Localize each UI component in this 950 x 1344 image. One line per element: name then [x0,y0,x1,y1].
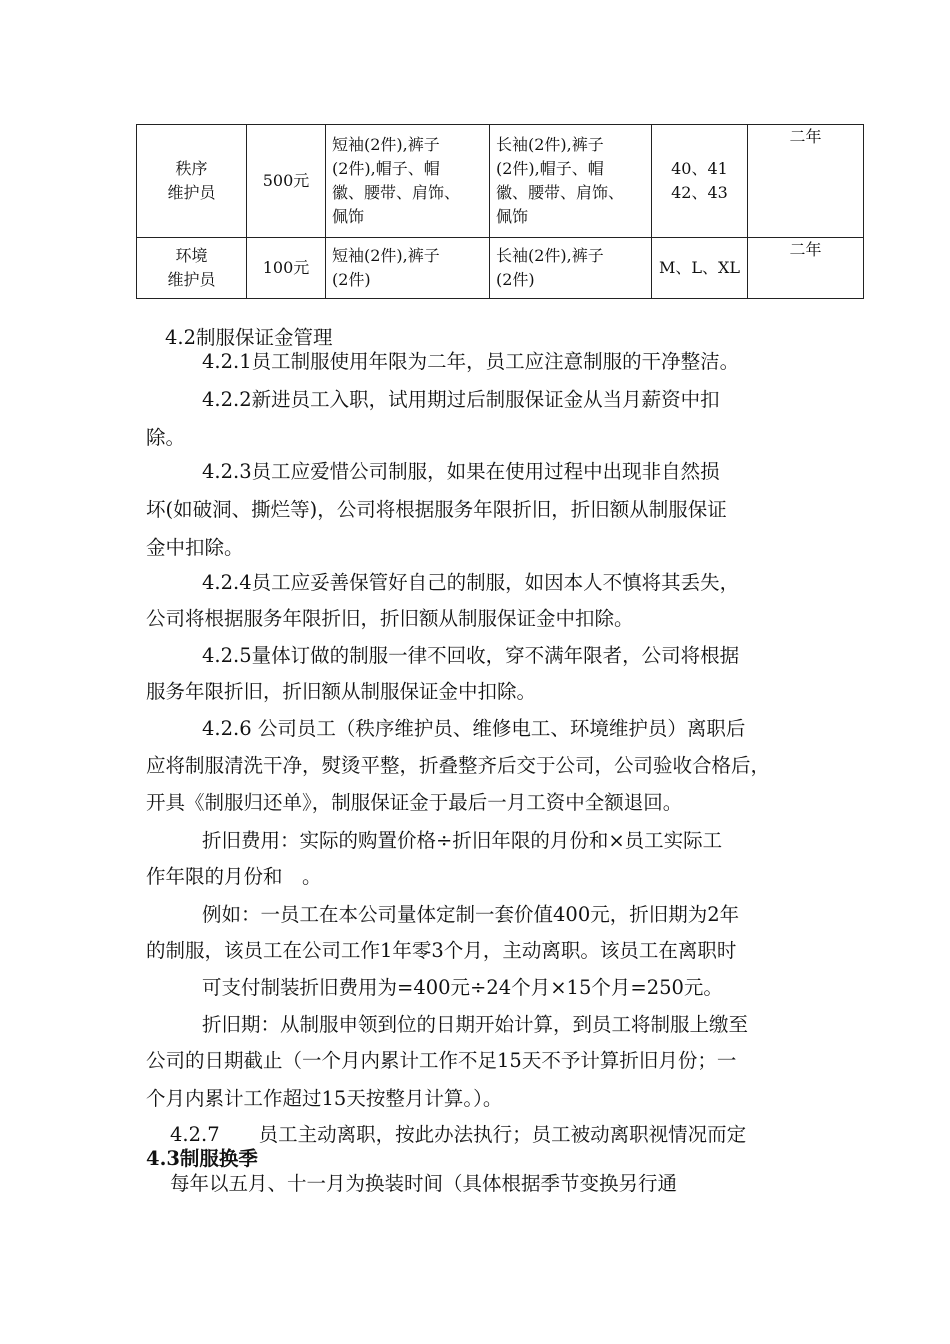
winter-items-cell: 长袖(2件),裤子 (2件),帽子、帽 徽、腰带、肩饰、 佩饰 [490,125,652,238]
winter-items-cell: 长袖(2件),裤子 (2件) [490,238,652,299]
summer-items-cell: 短袖(2件),裤子 (2件) [326,238,490,299]
section-heading: 4.2制服保证金管理 [165,326,333,349]
paragraph-line: 4.2.4员工应妥善保管好自己的制服，如因本人不慎将其丢失， [202,571,740,594]
summer-items-cell: 短袖(2件),裤子 (2件),帽子、帽 徽、腰带、肩饰、 佩饰 [326,125,490,238]
paragraph-line: 的制服，该员工在公司工作1年零3个月，主动离职。该员工在离职时 [146,939,737,962]
paragraph-line: 折旧期：从制服申领到位的日期开始计算，到员工将制服上缴至 [202,1013,749,1036]
paragraph-line: 服务年限折旧，折旧额从制服保证金中扣除。 [146,680,537,703]
paragraph-line: 坏(如破洞、撕烂等)，公司将根据服务年限折旧，折旧额从制服保证 [146,498,727,521]
service-life-cell: 二年 [748,125,864,238]
table-row [137,238,864,299]
paragraph-line: 作年限的月份和 。 [146,865,322,888]
paragraph-line: 例如：一员工在本公司量体定制一套价值400元，折旧期为2年 [202,903,740,926]
paragraph-line: 开具《制服归还单》，制服保证金于最后一月工资中全额退回。 [146,791,683,814]
role-cell: 秩序 维护员 [137,125,247,238]
size-cell: M、L、XL [652,238,748,299]
paragraph-line: 金中扣除。 [146,536,244,559]
section-heading: 4.3制服换季 [146,1147,258,1170]
paragraph-line: 每年以五月、十一月为换装时间（具体根据季节变换另行通 [170,1172,678,1195]
paragraph-line: 4.2.6 公司员工（秩序维护员、维修电工、环境维护员）离职后 [202,717,746,740]
paragraph-line: 4.2.3员工应爱惜公司制服，如果在使用过程中出现非自然损 [202,460,720,483]
paragraph-line: 个月内累计工作超过15天按整月计算。）。 [146,1087,503,1110]
paragraph-line: 4.2.1员工制服使用年限为二年，员工应注意制服的干净整洁。 [202,350,740,373]
price-cell: 100元 [247,238,326,299]
paragraph-line: 应将制服清洗干净，熨烫平整，折叠整齐后交于公司，公司验收合格后， [146,754,771,777]
paragraph-line: 可支付制装折旧费用为=400元÷24个月×15个月=250元。 [202,976,723,999]
paragraph-line: 4.2.5量体订做的制服一律不回收，穿不满年限者，公司将根据 [202,644,740,667]
paragraph-line: 4.2.2新进员工入职，试用期过后制服保证金从当月薪资中扣 [202,388,720,411]
size-cell: 40、41 42、43 [652,125,748,238]
paragraph-line: 公司的日期截止（一个月内累计工作不足15天不予计算折旧月份；一 [146,1049,737,1072]
service-life-cell: 二年 [748,238,864,299]
role-cell: 环境 维护员 [137,238,247,299]
paragraph-line: 除。 [146,426,186,449]
table-row [137,125,864,238]
paragraph-line: 4.2.7 员工主动离职，按此办法执行；员工被动离职视情况而定 [170,1123,747,1146]
uniform-table [136,124,864,299]
paragraph-line: 公司将根据服务年限折旧，折旧额从制服保证金中扣除。 [146,607,634,630]
paragraph-line: 折旧费用：实际的购置价格÷折旧年限的月份和×员工实际工 [202,829,723,852]
price-cell: 500元 [247,125,326,238]
